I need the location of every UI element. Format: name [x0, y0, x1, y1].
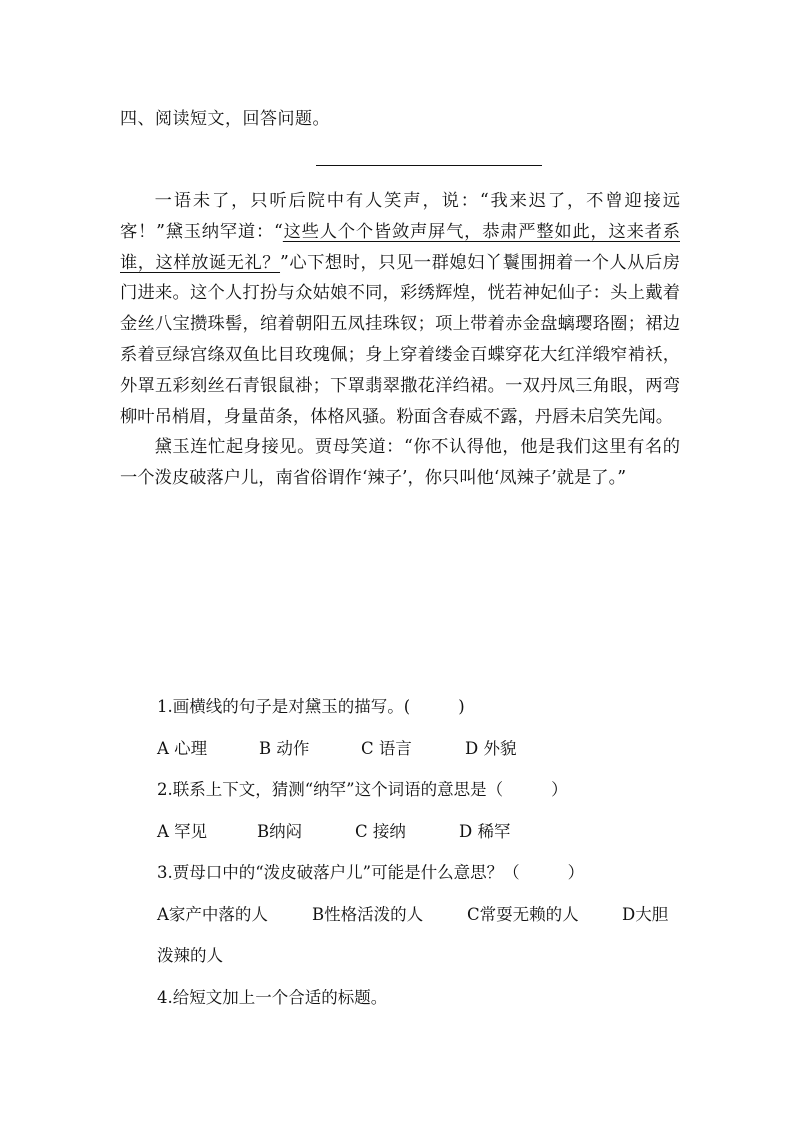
question-3-stem [120, 852, 680, 894]
question-2-options [120, 811, 680, 853]
question-2-option-b[interactable]: B纳闷 [257, 821, 303, 841]
question-3-options [120, 894, 680, 977]
passage-p1-text-after: ”心下想时，只见一群媳妇丫鬟围拥着一个人从后房门进来。这个人打扮与众姑娘不同，彩绣辉煌，恍若神妃仙子：头上戴着金丝八宝攒珠髻，绾着朝阳五凤挂珠钗；项上带着赤金盘螭璎珞圈；裙边系着豆绿宫绦双鱼比目玫瑰佩；身上穿着缕金百蝶穿花大红洋缎窄褃袄，外罩五彩刻丝石青银鼠褂；下罩翡翠撒花洋绉裙。一双丹凤三角眼，两弯柳叶吊梢眉，身量苗条，体格风骚。粉面含春威不露，丹唇未启笑先闻。 [120, 252, 680, 427]
title-answer-line[interactable] [316, 165, 542, 166]
question-3-option-a[interactable]: A家产中落的人 [157, 904, 268, 924]
question-2-text: 2.联系上下文，猜测“纳罕”这个词语的意思是（ [157, 780, 504, 799]
question-3-option-c[interactable]: C常耍无赖的人 [467, 904, 579, 924]
question-1-stem [120, 686, 680, 728]
question-1-text: 1.画横线的句子是对黛玉的描写。( [157, 697, 411, 716]
underlined-sentence: 这些人个个皆敛声屏气，恭肃严整如此，这来者系谁，这样放诞无礼？ [120, 221, 680, 273]
question-4-text: 4.给短文加上一个合适的标题。 [157, 987, 388, 1007]
question-2-option-c[interactable]: C 接纳 [355, 821, 406, 841]
question-1-option-a[interactable]: A 心理 [157, 738, 208, 758]
question-1-option-c[interactable]: C 语言 [361, 738, 412, 758]
question-2-option-d[interactable]: D 稀罕 [459, 821, 511, 841]
section-title: 四、阅读短文，回答问题。 [120, 109, 330, 129]
reading-passage [120, 186, 680, 494]
question-1-close: ) [458, 697, 465, 716]
question-3-text: 3.贾母口中的“泼皮破落户儿”可能是什么意思？（ [157, 863, 520, 882]
question-3-option-b[interactable]: B性格活泼的人 [312, 904, 424, 924]
passage-paragraph-2: 黛玉连忙起身接见。贾母笑道：“你不认得他，他是我们这里有名的一个泼皮破落户儿，南省俗谓作‘辣子’，你只叫他‘凤辣子’就是了。” [120, 437, 680, 489]
question-1-option-d[interactable]: D 外貌 [465, 738, 517, 758]
question-3-close: ） [567, 863, 585, 882]
passage-paragraph-1 [120, 186, 680, 432]
passage-p1-text-before: 一语未了，只听后院中有人笑声，说：“我来迟了，不曾迎接远客！”黛玉纳罕道：“ [120, 191, 680, 242]
question-list [120, 686, 680, 1018]
question-1-option-b[interactable]: B 动作 [259, 738, 310, 758]
question-2-close: ） [551, 780, 568, 799]
question-3-option-d[interactable]: D大胆泼辣的人 [157, 904, 669, 965]
question-2-stem [120, 769, 680, 811]
question-1-options [120, 728, 680, 770]
question-2-option-a[interactable]: A 罕见 [157, 821, 208, 841]
question-4-stem [120, 977, 680, 1019]
